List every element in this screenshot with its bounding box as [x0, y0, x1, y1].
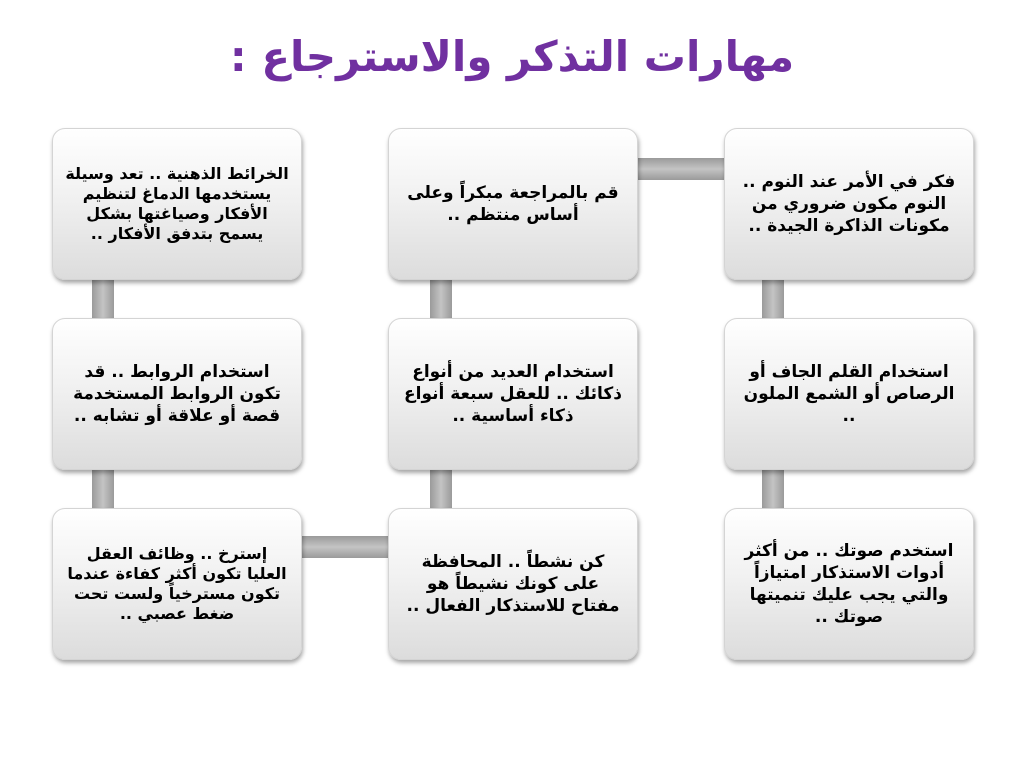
flow-box-relax-text: إسترخ .. وظائف العقل العليا تكون أكثر كفاءة عندما تكون مسترخياً ولست تحت ضغط عصبي .. — [67, 544, 287, 623]
flow-box-voice-text: استخدم صوتك .. من أكثر أدوات الاستذكار امتيازاً والتي يجب عليك تنميتها صوتك .. — [744, 541, 954, 627]
flow-box-voice — [724, 508, 974, 660]
flow-box-relax — [52, 508, 302, 660]
connector-b1-b6 — [636, 158, 728, 180]
flow-box-review-text: قم بالمراجعة مبكراً وعلى أساس منتظم .. — [407, 183, 619, 225]
flow-box-mind-maps — [52, 128, 302, 280]
slide-title: مهارات التذكر والاسترجاع : — [229, 32, 795, 81]
connector-b2-b3 — [762, 468, 784, 512]
flow-box-pen — [724, 318, 974, 470]
flow-box-review — [388, 128, 638, 280]
connector-b6-b5 — [430, 278, 452, 322]
flow-box-associations-text: استخدام الروابط .. قد تكون الروابط المستخدمة قصة أو علاقة أو تشابه .. — [73, 362, 281, 426]
flow-box-intelligences-text: استخدام العديد من أنواع ذكائك .. للعقل سبعة أنواع ذكاء أساسية .. — [404, 362, 622, 426]
flow-box-sleep-text: فكر في الأمر عند النوم .. النوم مكون ضروري من مكونات الذاكرة الجيدة .. — [742, 172, 956, 236]
flow-box-intelligences — [388, 318, 638, 470]
flow-box-sleep — [724, 128, 974, 280]
flow-box-active — [388, 508, 638, 660]
flow-box-associations — [52, 318, 302, 470]
flow-box-mind-maps-text: الخرائط الذهنية .. تعد وسيلة يستخدمها الدماغ لتنظيم الأفكار وصياغتها بشكل يسمح بتدفق الأفكار .. — [65, 164, 289, 243]
flow-box-active-text: كن نشطاً .. المحافظة على كونك نشيطاً هو مفتاح للاستذكار الفعال .. — [406, 552, 620, 616]
connector-b9-b4 — [300, 536, 392, 558]
connector-b7-b8 — [92, 278, 114, 322]
connector-b1-b2 — [762, 278, 784, 322]
connector-b5-b4 — [430, 468, 452, 512]
connector-b8-b9 — [92, 468, 114, 512]
flow-box-pen-text: استخدام القلم الجاف أو الرصاص أو الشمع الملون .. — [743, 362, 955, 426]
